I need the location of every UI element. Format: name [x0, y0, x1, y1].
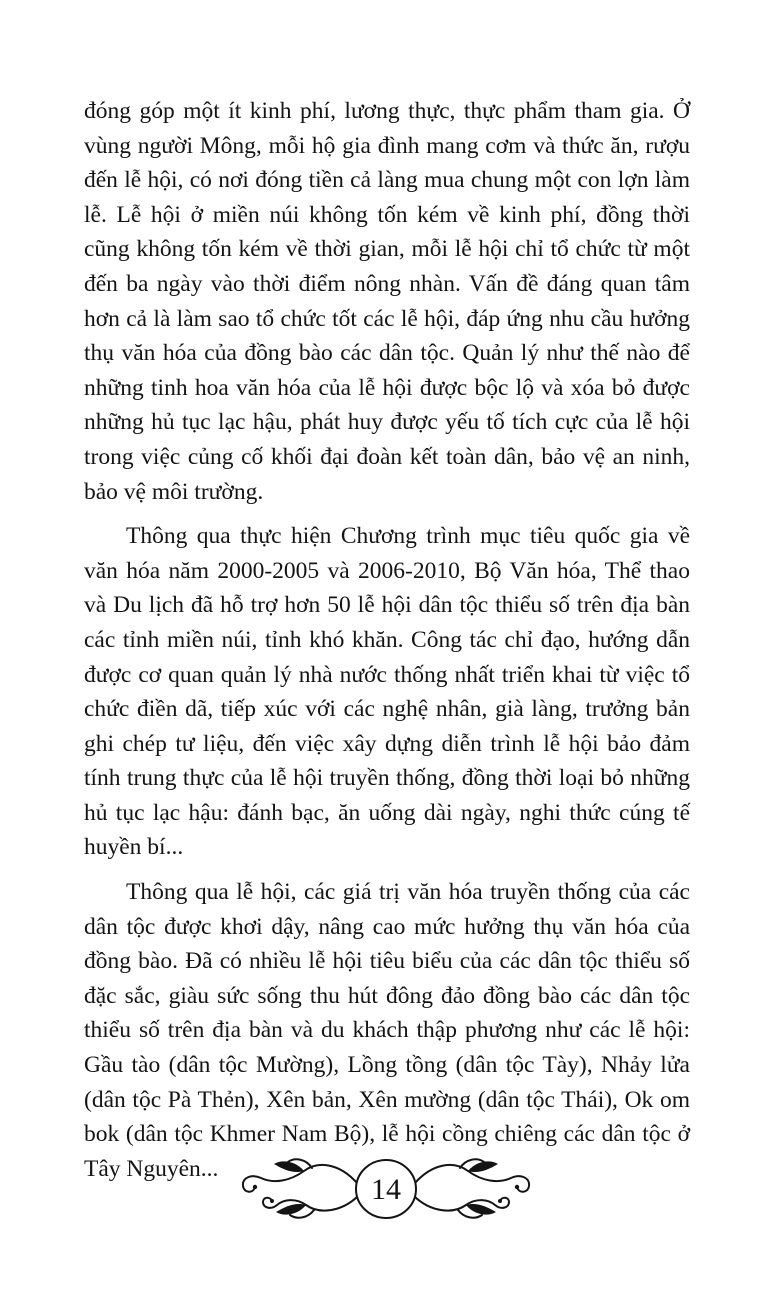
ornament-right-flourish — [415, 1159, 529, 1217]
floral-flourish-ornament-icon — [216, 1144, 556, 1236]
page-number: 14 — [371, 1173, 401, 1206]
paragraph: Thông qua thực hiện Chương trình mục tiêu quốc gia về văn hóa năm 2000-2005 và 2006-2010, Bộ Văn hóa, Thể thao và Du lịch đã hỗ trợ hơn 50 lễ hội dân tộc thiểu số trên địa bàn các tỉnh miền núi, tỉnh khó khăn. Công tác chỉ đạo, hướng dẫn được cơ quan quản lý nhà nước thống nhất triển khai từ việc tổ chức điền dã, tiếp xúc với các nghệ nhân, già làng, trưởng bản ghi chép tư liệu, đến việc xây dựng diễn trình lễ hội bảo đảm tính trung thực của lễ hội truyền thống, đồng thời loại bỏ những hủ tục lạc hậu: đánh bạc, ăn uống dài ngày, nghi thức cúng tế huyền bí... — [84, 523, 690, 861]
text-block — [84, 94, 690, 1186]
page-footer — [216, 1144, 556, 1236]
ornament-left-flourish — [243, 1159, 357, 1217]
paragraph: Thông qua lễ hội, các giá trị văn hóa truyền thống của các dân tộc được khơi dậy, nâng cao mức hưởng thụ văn hóa của đồng bào. Đã có nhiều lễ hội tiêu biểu của các dân tộc thiểu số đặc sắc, giàu sức sống thu hút đông đảo đồng bào các dân tộc thiểu số trên địa bàn và du khách thập phương như các lễ hội: Gầu tào (dân tộc Mường), Lồng tồng (dân tộc Tày), Nhảy lửa (dân tộc Pà Thẻn), Xên bản, Xên mường (dân tộc Thái), Ok om bok (dân tộc Khmer Nam Bộ), lễ hội cồng chiêng các dân tộc ở Tây Nguyên... — [84, 879, 690, 1182]
paragraph-continuation: đóng góp một ít kinh phí, lương thực, thực phẩm tham gia. Ở vùng người Mông, mỗi hộ gia đình mang cơm và thức ăn, rượu đến lễ hội, có nơi đóng tiền cả làng mua chung một con lợn làm lễ. Lễ hội ở miền núi không tốn kém về kinh phí, đồng thời cũng không tốn kém về thời gian, mỗi lễ hội chỉ tổ chức từ một đến ba ngày vào thời điểm nông nhàn. Vấn đề đáng quan tâm hơn cả là làm sao tổ chức tốt các lễ hội, đáp ứng nhu cầu hưởng thụ văn hóa của đồng bào các dân tộc. Quản lý như thế nào để những tinh hoa văn hóa của lễ hội được bộc lộ và xóa bỏ được những hủ tục lạc hậu, phát huy được yếu tố tích cực của lễ hội trong việc củng cố khối đại đoàn kết toàn dân, bảo vệ an ninh, bảo vệ môi trường. — [84, 98, 690, 505]
